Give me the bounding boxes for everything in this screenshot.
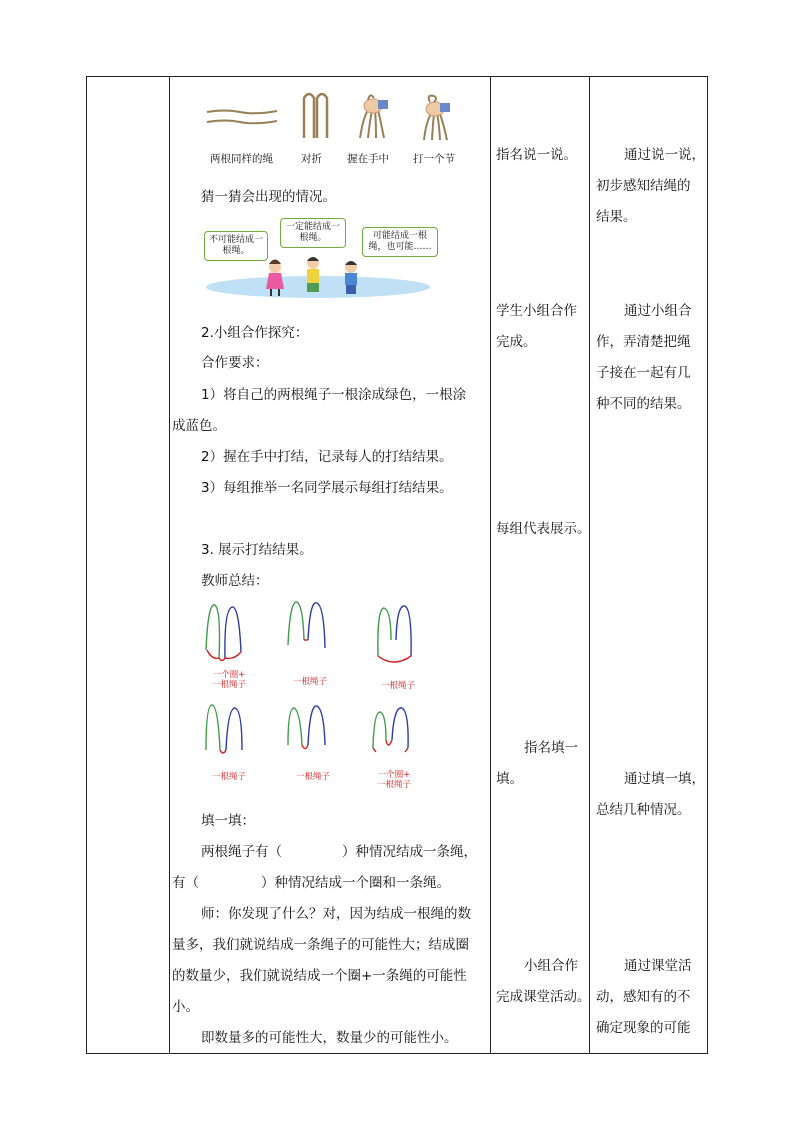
intent-3b: 总结几种情况。	[596, 802, 691, 818]
student-activity-1: 指名说一说。	[496, 147, 577, 163]
intent-2c: 子接在一起有几	[596, 365, 691, 381]
folded-rope-image	[304, 94, 327, 138]
rope-label-1: 两根同样的绳	[210, 153, 273, 165]
intent-4a: 通过课堂活	[624, 958, 692, 974]
knot-label-2	[284, 677, 336, 687]
intent-1b: 初步感知结绳的	[596, 178, 691, 194]
student-activity-5a: 小组合作	[524, 958, 578, 974]
student-activity-3: 每组代表展示。	[496, 521, 591, 537]
intent-4c: 确定现象的可能	[596, 1020, 691, 1036]
knot-label-4-line1: 一根绳子	[211, 772, 246, 782]
section3-title: 3. 展示打结结果。	[201, 542, 313, 558]
speech-bubble-2: 一定能结成一根绳。	[280, 218, 346, 248]
intent-2d: 种不同的结果。	[596, 396, 691, 412]
two-ropes-image	[207, 111, 277, 124]
fill-title: 填一填：	[201, 813, 255, 829]
requirement-1: 1）将自己的两根绳子一根涂成绿色，一根涂	[201, 387, 467, 403]
rope-label-2: 对折	[301, 153, 322, 165]
knot-label-5	[287, 772, 339, 782]
knot-label-1-line1: 一个圈+	[212, 670, 246, 680]
knot-label-3-line1: 一根绳子	[380, 681, 415, 691]
student-activity-4a: 指名填一	[524, 740, 578, 756]
knot-label-2-line1: 一根绳子	[292, 677, 327, 687]
knot-diagram-1	[206, 605, 241, 661]
fill-line-2	[172, 875, 450, 891]
knot-label-6-line1: 一个圈+	[377, 770, 411, 780]
fill-line-2-a: 有（	[172, 875, 199, 891]
knot-label-4	[203, 772, 255, 782]
fill-line-2-b: ）种情况结成一个圈和一条绳。	[261, 875, 450, 891]
student-activity-2a: 学生小组合作	[496, 303, 577, 319]
guess-text: 猜一猜会出现的情况。	[201, 189, 336, 205]
knot-label-3	[372, 681, 424, 691]
requirement-2: 2）握在手中打结，记录每人的打结结果。	[201, 449, 453, 465]
knot-label-1-line2: 一根绳子	[211, 680, 246, 690]
knot-diagram-4	[206, 705, 242, 753]
rope-label-3: 握在手中	[347, 153, 389, 165]
knot-diagram-5	[288, 706, 325, 749]
rope-label-4: 打一个节	[413, 153, 455, 165]
intent-1c: 结果。	[596, 209, 637, 225]
column-divider	[589, 77, 590, 1053]
requirements-title: 合作要求：	[201, 355, 269, 371]
knot-label-6-line2: 一根绳子	[376, 780, 411, 790]
intent-2a: 通过小组合	[624, 303, 692, 319]
speech-bubble-3: 可能结成一根绳，也可能……	[362, 227, 438, 257]
teacher-summary-label: 教师总结：	[201, 573, 269, 589]
fill-line-1-a: 两根绳子有（	[201, 844, 282, 860]
teacher-line-3: 的数量少，我们就说结成一个圈+一条绳的可能性	[172, 968, 467, 984]
hand-hold-image	[360, 95, 388, 138]
boy-figure-2	[345, 261, 357, 294]
requirement-3: 3）每组推举一名同学展示每组打结结果。	[201, 480, 453, 496]
teacher-line-1: 师：你发现了什么？对，因为结成一根绳的数	[201, 906, 471, 922]
student-activity-5b: 完成课堂活动。	[496, 989, 591, 1005]
knot-image	[424, 96, 450, 140]
requirement-1-cont: 成蓝色。	[172, 418, 226, 434]
speech-bubble-1: 不可能结成一根绳。	[204, 231, 268, 261]
section2-title: 2.小组合作探究：	[201, 325, 309, 341]
boy-figure-1	[307, 257, 319, 292]
fill-line-1-b: ）种情况结成一条绳，	[342, 844, 477, 860]
fill-line-1	[201, 844, 477, 860]
intent-1a: 通过说一说，	[624, 147, 705, 163]
rope-illustration	[200, 88, 500, 148]
knot-label-5-line1: 一根绳子	[295, 772, 330, 782]
student-activity-4b: 填。	[496, 771, 523, 787]
knot-label-1	[203, 670, 255, 690]
knot-diagram-3	[378, 606, 411, 662]
conclusion-line: 即数量多的可能性大，数量少的可能性小。	[201, 1030, 458, 1046]
knot-diagrams	[198, 600, 448, 795]
student-activity-2b: 完成。	[496, 334, 537, 350]
teacher-line-4: 小。	[172, 999, 199, 1015]
intent-2b: 作，弄清楚把绳	[596, 334, 691, 350]
teacher-line-2: 量多，我们就说结成一条绳子的可能性大；结成圈	[172, 937, 469, 953]
column-divider	[169, 77, 170, 1053]
knot-diagram-6	[373, 708, 408, 752]
knot-diagram-2	[288, 602, 325, 648]
column-divider	[490, 77, 491, 1053]
knot-label-6	[368, 770, 420, 790]
intent-4b: 动，感知有的不	[596, 989, 691, 1005]
intent-3a: 通过填一填，	[624, 771, 705, 787]
